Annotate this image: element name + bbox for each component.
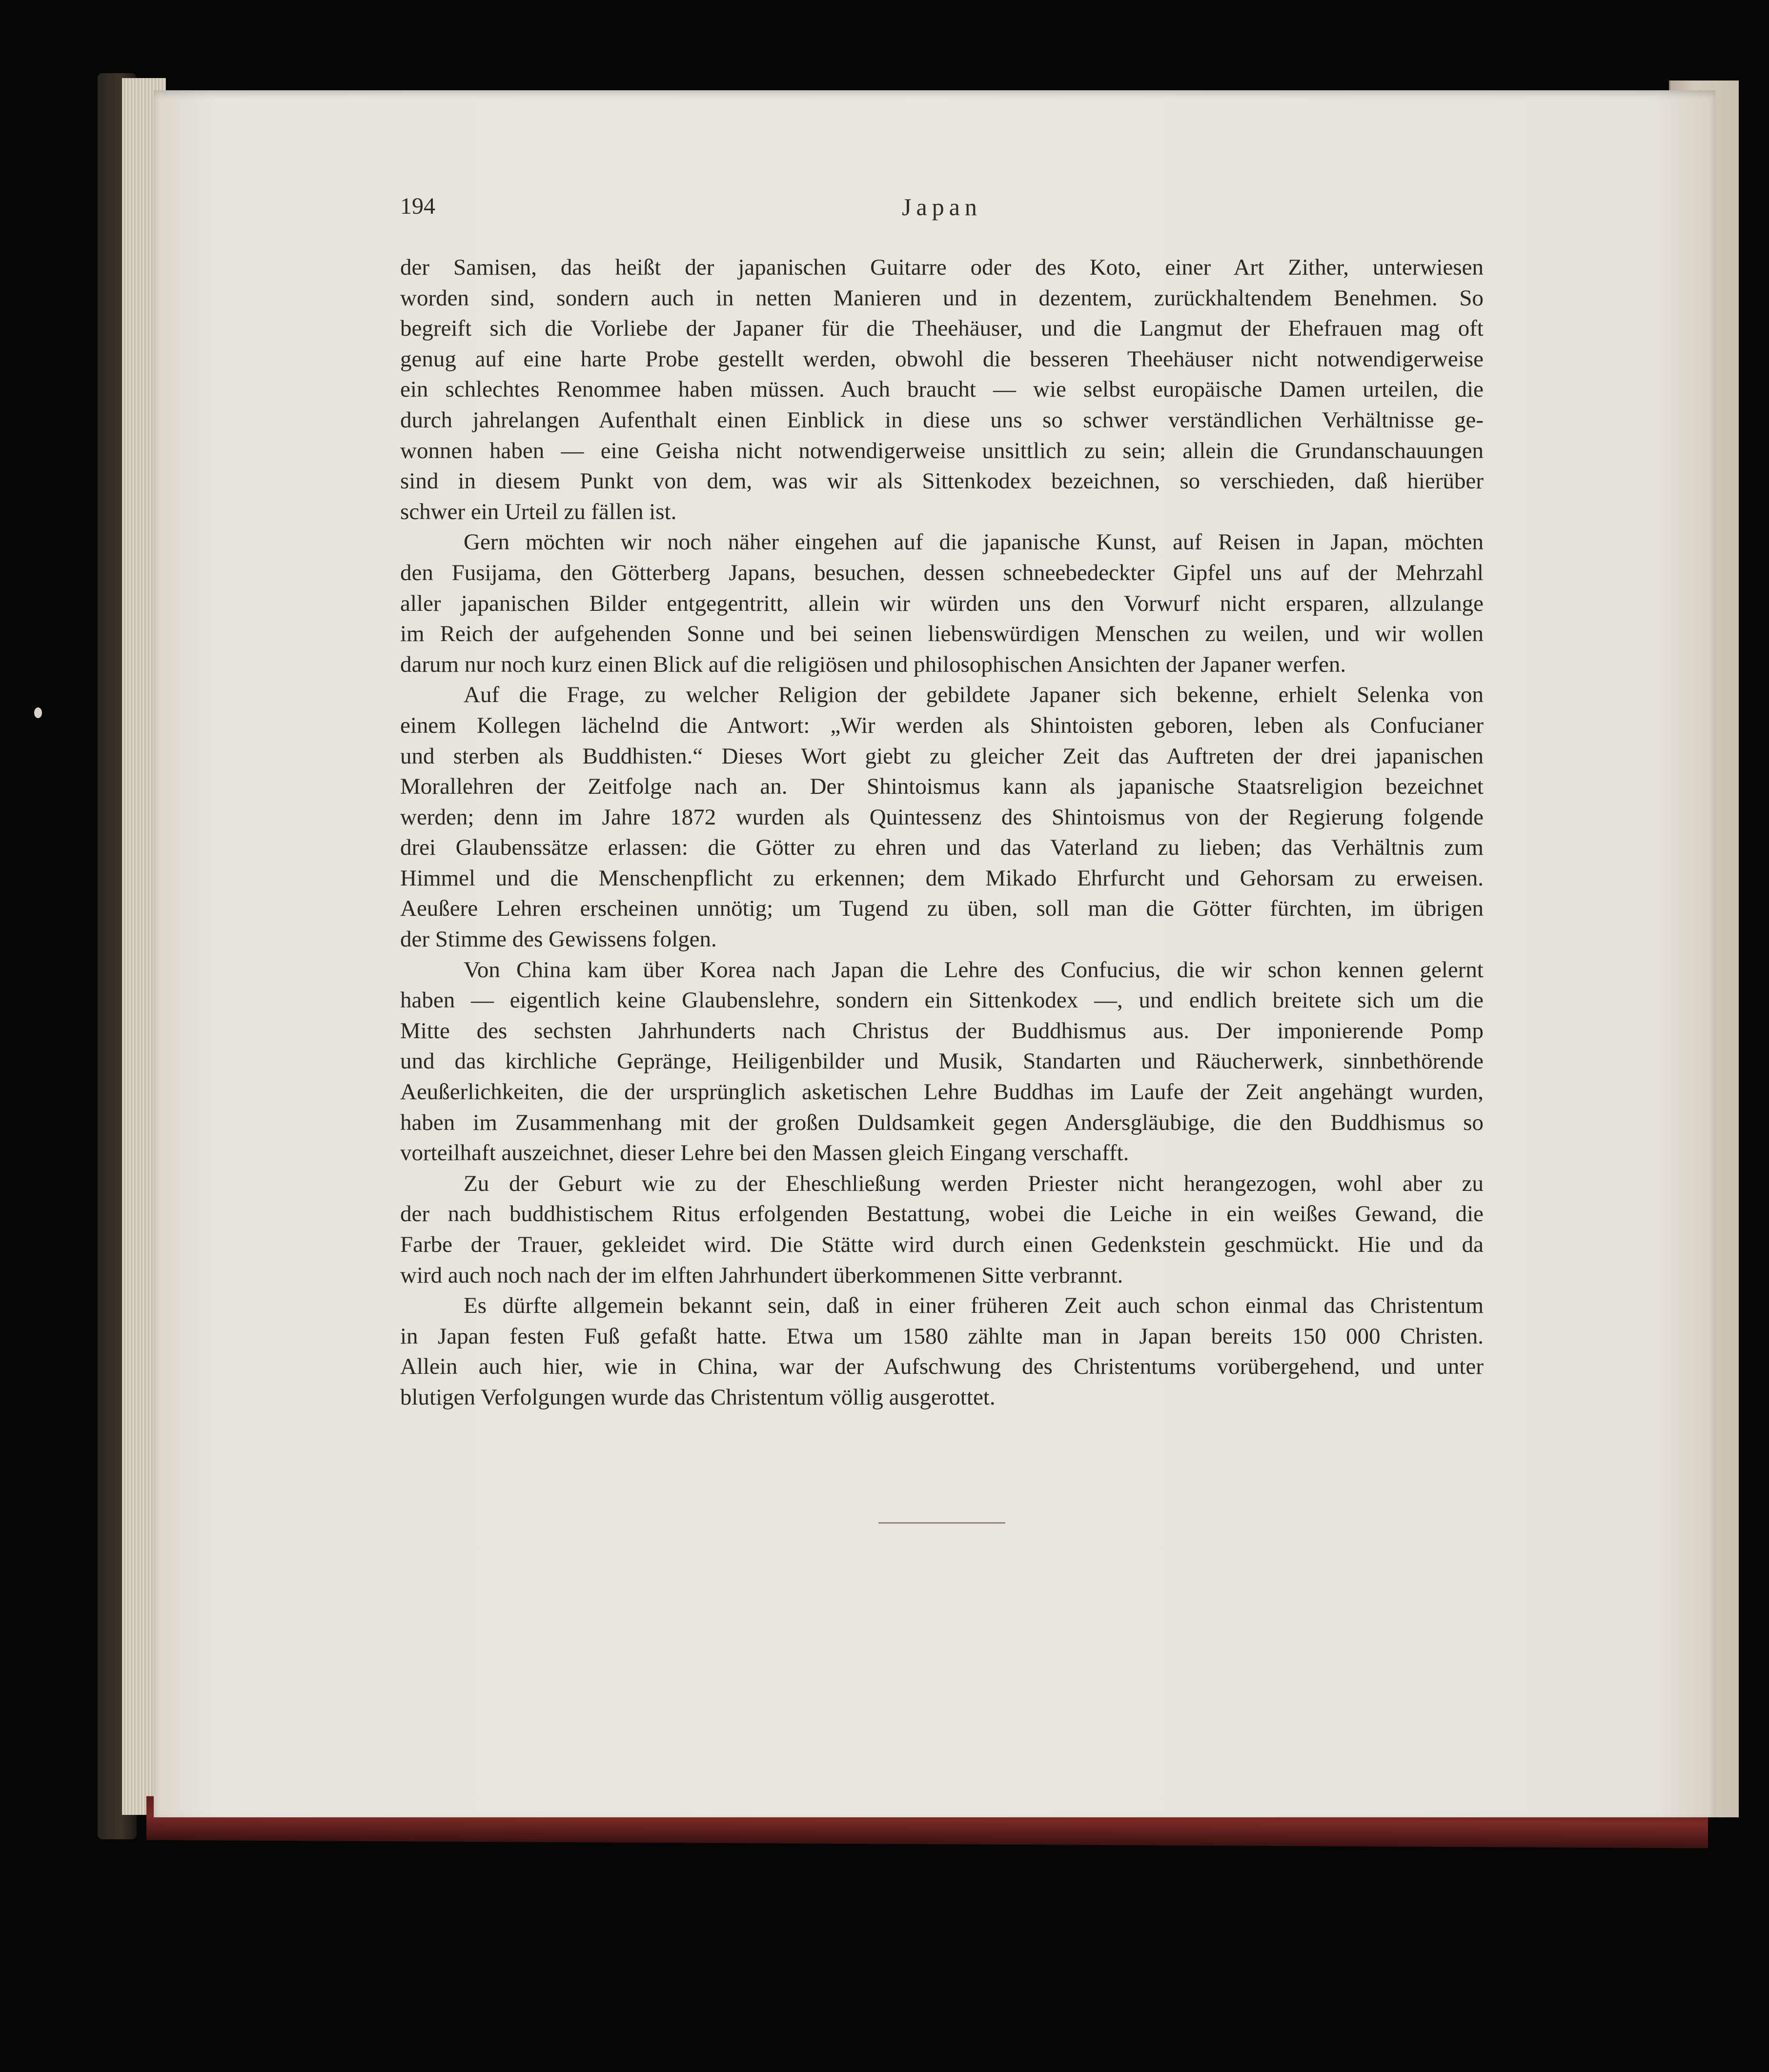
text-line: in Japan festen Fuß gefaßt hatte. Etwa um 1580 zählte man in Japan bereits 150 000 Christen. bbox=[400, 1323, 1484, 1349]
end-rule bbox=[878, 1522, 1005, 1524]
page-number: 194 bbox=[400, 193, 435, 219]
dust-spot bbox=[34, 707, 42, 718]
text-line: Gern möchten wir noch näher eingehen auf die japanische Kunst, auf Reisen in Japan, möchten bbox=[464, 529, 1484, 555]
text-line: wonnen haben — eine Geisha nicht notwendigerweise unsittlich zu sein; allein die Grundanschauungen bbox=[400, 438, 1484, 463]
text-line: vorteilhaft auszeichnet, dieser Lehre bei den Massen gleich Eingang verschafft. bbox=[400, 1140, 1129, 1166]
running-title: Japan bbox=[902, 193, 982, 221]
text-line: Auf die Frage, zu welcher Religion der gebildete Japaner sich bekenne, erhielt Selenka von bbox=[464, 682, 1484, 708]
text-line: Aeußere Lehren erscheinen unnötig; um Tugend zu üben, soll man die Götter fürchten, im übrigen bbox=[400, 896, 1484, 922]
text-line: Farbe der Trauer, gekleidet wird. Die Stätte wird durch einen Gedenkstein geschmückt. Hie und da bbox=[400, 1232, 1484, 1257]
text-line: Morallehren der Zeitfolge nach an. Der Shintoismus kann als japanische Staatsreligion bezeichnet bbox=[400, 774, 1484, 800]
text-line: Aeußerlichkeiten, die der ursprünglich asketischen Lehre Buddhas im Laufe der Zeit angehängt wurden, bbox=[400, 1079, 1484, 1105]
running-header bbox=[400, 193, 1484, 222]
text-line: drei Glaubenssätze erlassen: die Götter zu ehren und das Vaterland zu lieben; das Verhältnis zum bbox=[400, 835, 1484, 861]
text-line: genug auf eine harte Probe gestellt werden, obwohl die besseren Theehäuser nicht notwendigerweise bbox=[400, 346, 1484, 372]
text-line: und sterben als Buddhisten.“ Dieses Wort giebt zu gleicher Zeit das Auftreten der drei japanischen bbox=[400, 743, 1484, 769]
text-line: aller japanischen Bilder entgegentritt, allein wir würden uns den Vorwurf nicht ersparen, allzulange bbox=[400, 590, 1484, 616]
text-line: worden sind, sondern auch in netten Manieren und in dezentem, zurückhaltendem Benehmen. So bbox=[400, 285, 1484, 311]
text-line: der Stimme des Gewissens folgen. bbox=[400, 926, 717, 952]
text-line: Zu der Geburt wie zu der Eheschließung werden Priester nicht herangezogen, wohl aber zu bbox=[464, 1170, 1484, 1196]
text-line: durch jahrelangen Aufenthalt einen Einblick in diese uns so schwer verständlichen Verhältnisse ge- bbox=[400, 407, 1484, 433]
text-line: sind in diesem Punkt von dem, was wir als Sittenkodex bezeichnen, so verschieden, daß hierüber bbox=[400, 468, 1484, 494]
text-line: Es dürfte allgemein bekannt sein, daß in einer früheren Zeit auch schon einmal das Christentum bbox=[464, 1293, 1484, 1319]
text-line: Allein auch hier, wie in China, war der Aufschwung des Christentums vorübergehend, und unter bbox=[400, 1354, 1484, 1380]
text-line: ein schlechtes Renommee haben müssen. Auch braucht — wie selbst europäische Damen urteilen, die bbox=[400, 377, 1484, 402]
text-line: haben — eigentlich keine Glaubenslehre, sondern ein Sittenkodex —, und endlich breitete sich um die bbox=[400, 987, 1484, 1013]
text-line: blutigen Verfolgungen wurde das Christentum völlig ausgerottet. bbox=[400, 1384, 996, 1410]
body-text bbox=[400, 252, 1484, 1413]
text-line: haben im Zusammenhang mit der großen Duldsamkeit gegen Andersgläubige, die den Buddhismus so bbox=[400, 1109, 1484, 1135]
text-line: schwer ein Urteil zu fällen ist. bbox=[400, 499, 677, 524]
text-line: wird auch noch nach der im elften Jahrhundert überkommenen Sitte verbrannt. bbox=[400, 1262, 1123, 1288]
text-line: der Samisen, das heißt der japanischen Guitarre oder des Koto, einer Art Zither, unterwiesen bbox=[400, 255, 1484, 280]
text-line: werden; denn im Jahre 1872 wurden als Quintessenz des Shintoismus von der Regierung folgende bbox=[400, 804, 1484, 830]
text-line: Himmel und die Menschenpflicht zu erkennen; dem Mikado Ehrfurcht und Gehorsam zu erweisen. bbox=[400, 865, 1484, 891]
text-line: begreift sich die Vorliebe der Japaner für die Theehäuser, und die Langmut der Ehefrauen mag oft bbox=[400, 316, 1484, 342]
text-line: darum nur noch kurz einen Blick auf die religiösen und philosophischen Ansichten der Japaner werfen. bbox=[400, 651, 1346, 677]
text-line: den Fusijama, den Götterberg Japans, besuchen, dessen schneebedeckter Gipfel uns auf der Mehrzahl bbox=[400, 560, 1484, 585]
text-line: und das kirchliche Gepränge, Heiligenbilder und Musik, Standarten und Räucherwerk, sinnbethörende bbox=[400, 1048, 1484, 1074]
text-line: im Reich der aufgehenden Sonne und bei seinen liebenswürdigen Menschen zu weilen, und wir wollen bbox=[400, 621, 1484, 647]
text-line: der nach buddhistischem Ritus erfolgenden Bestattung, wobei die Leiche in ein weißes Gewand, die bbox=[400, 1201, 1484, 1227]
text-line: einem Kollegen lächelnd die Antwort: „Wir werden als Shintoisten geboren, leben als Confucianer bbox=[400, 712, 1484, 738]
text-line: Mitte des sechsten Jahrhunderts nach Christus der Buddhismus aus. Der imponierende Pomp bbox=[400, 1018, 1484, 1044]
text-line: Von China kam über Korea nach Japan die Lehre des Confucius, die wir schon kennen gelernt bbox=[464, 957, 1484, 983]
